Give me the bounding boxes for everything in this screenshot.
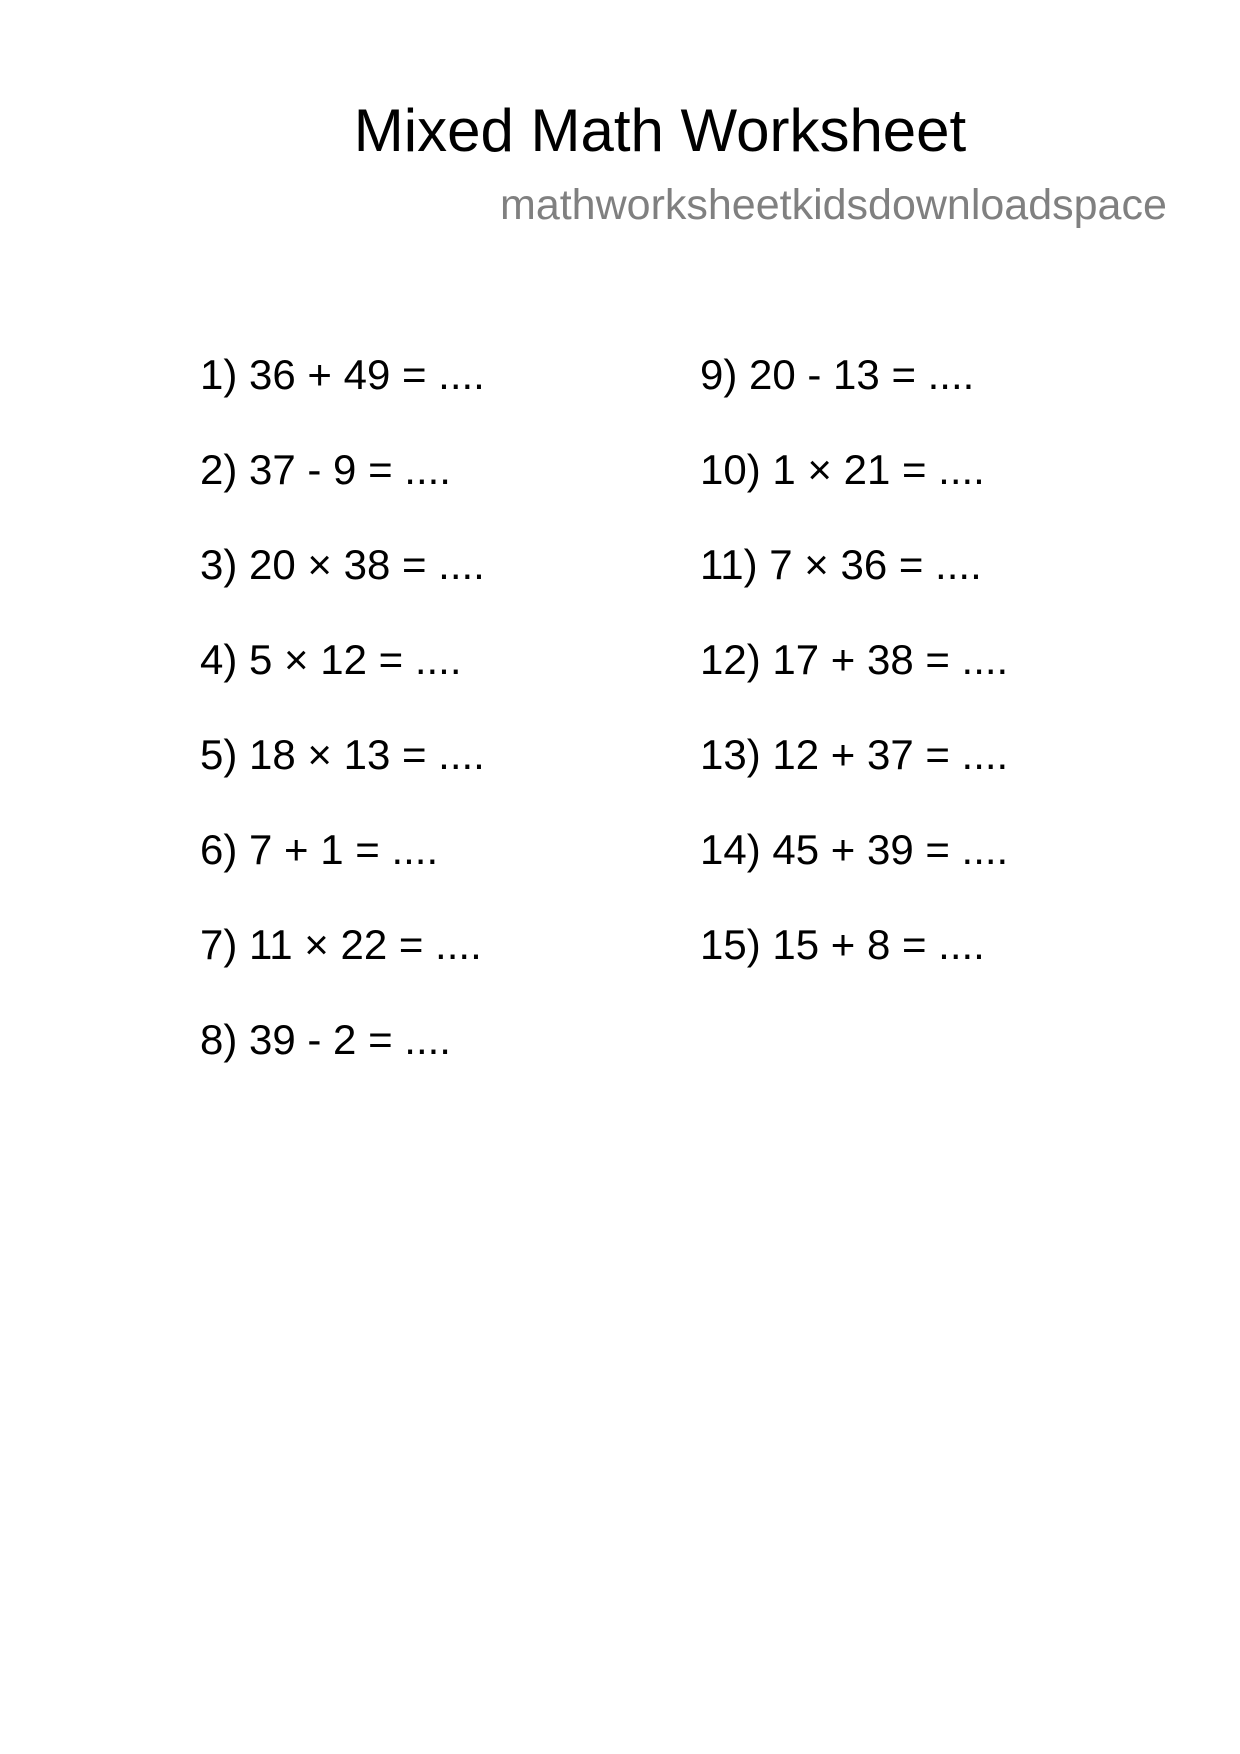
- problem-7: 7) 11 × 22 = ....: [200, 921, 482, 968]
- problem-1: 1) 36 + 49 = ....: [200, 351, 485, 398]
- problem-9: 9) 20 - 13 = ....: [700, 351, 975, 398]
- problem-11: 11) 7 × 36 = ....: [700, 541, 982, 588]
- problem-14: 14) 45 + 39 = ....: [700, 826, 1009, 873]
- problem-15: 15) 15 + 8 = ....: [700, 921, 985, 968]
- problem-5: 5) 18 × 13 = ....: [200, 731, 485, 778]
- problem-4: 4) 5 × 12 = ....: [200, 636, 462, 683]
- problem-8: 8) 39 - 2 = ....: [200, 1016, 451, 1063]
- page-title: Mixed Math Worksheet: [353, 97, 967, 164]
- problem-13: 13) 12 + 37 = ....: [700, 731, 1009, 778]
- problem-6: 6) 7 + 1 = ....: [200, 826, 439, 873]
- problem-10: 10) 1 × 21 = ....: [700, 446, 985, 493]
- problem-2: 2) 37 - 9 = ....: [200, 446, 451, 493]
- problem-column-right: [700, 349, 1008, 1014]
- problem-12: 12) 17 + 38 = ....: [700, 636, 1009, 683]
- watermark-text: mathworksheetkidsdownloadspace: [500, 181, 1167, 229]
- problem-column-left: [200, 349, 485, 1109]
- problem-3: 3) 20 × 38 = ....: [200, 541, 485, 588]
